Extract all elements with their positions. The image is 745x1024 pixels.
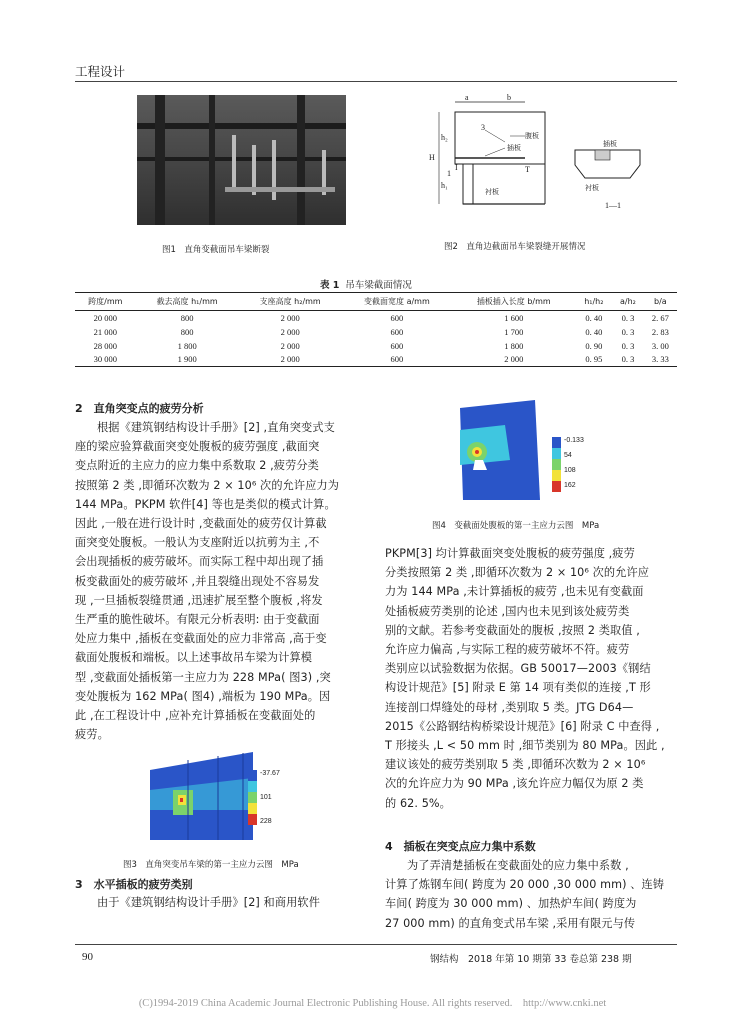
section3-body: 由于《建筑钢结构设计手册》[2] 和商用软件 xyxy=(97,896,320,909)
table-row: 21 000 800 2 000 600 1 700 0. 40 0. 3 2. 83 xyxy=(93,326,669,337)
fig2-label-I: I xyxy=(455,163,458,172)
fig2-section-label: 1—1 xyxy=(605,201,621,210)
fig2-label-h1: h₁ xyxy=(441,181,448,190)
section4-heading: 4 插板在突变点应力集中系数 xyxy=(385,840,536,853)
section2-heading: 2 直角突变点的疲劳分析 xyxy=(75,402,204,415)
legend-label: 54 xyxy=(564,452,572,459)
fig2-label-T: T xyxy=(525,165,530,174)
figure1-caption: 图1 直角变截面吊车梁断裂 xyxy=(162,245,270,255)
figure4-caption: 图4 变截面处腹板的第一主应力云图 MPa xyxy=(432,521,600,531)
fig2-label-h2: h₂ xyxy=(441,133,448,142)
figure2-diagram xyxy=(425,90,665,225)
table-header: 支座高度 h₂/mm xyxy=(239,293,342,311)
figure3-caption: 图3 直角突变吊车梁的第一主应力云图 MPa xyxy=(123,860,299,870)
fig2-label-b: b xyxy=(507,93,511,102)
figure4-legend xyxy=(552,437,612,497)
journal-info: 钢结构 2018 年第 10 期第 33 卷总第 238 期 xyxy=(430,954,632,965)
running-header: 工程设计 xyxy=(75,64,126,79)
fig2-label-3: 3 xyxy=(481,123,485,132)
figure1-photo xyxy=(137,95,346,225)
legend-label: -37.67 xyxy=(260,770,280,777)
table-header: 插板插入长度 b/mm xyxy=(452,293,575,311)
header-rule xyxy=(75,81,677,82)
table1 xyxy=(75,292,677,367)
table-row: 20 000 800 2 000 600 1 600 0. 40 0. 3 2. 67 xyxy=(93,312,669,323)
figure2-caption: 图2 直角边截面吊车梁裂缝开展情况 xyxy=(444,242,586,252)
figure3-legend xyxy=(248,770,308,840)
fig2-label-fuban: 腹板 xyxy=(525,132,539,140)
table-header: 截去高度 h₁/mm xyxy=(136,293,239,311)
page-number: 90 xyxy=(82,951,93,963)
legend-label: 108 xyxy=(564,467,576,474)
footer-rule xyxy=(75,944,677,945)
fig2-label-chaban: 插板 xyxy=(507,144,521,152)
right-column-body: PKPM[3] 均计算截面突变处腹板的疲劳强度 ,疲劳 分类按照第 2 类 ,即循环次数为 2 × 10⁶ 次的允许应 力为 144 MPa ,未计算插板的疲劳 ,也未见有变截面 处插板疲劳类别的论述 ,国内也未见到该处疲劳类 别的文献。若参考变截面处的腹板 ,按照 2 类取值 , 允许应力偏高 ,与实际工程的疲劳破坏不符。疲劳 类别应以试验数据为依据。GB 50017—2003《钢结 构设计规范》[5] 附录 E 第 14 项有类似的连接 ,T 形 连接剖口焊缝处的母材 ,类别取 5 类。JTG D64— 2015《公路钢结构桥梁设计规范》[6] 附录 C 中查得 , T 形接头 ,L < 50 mm 时 ,细节类别为 80 MPa。因此 , 建议该处的疲劳类别取 5 类 ,即循环次数为 2 × 10⁶ 次的允许应力为 90 MPa ,该允许应力幅仅为原 2 类 的 62. 5%。 xyxy=(385,547,665,810)
section4-body: 为了弄清楚插板在变截面处的应力集中系数 , 计算了炼钢车间( 跨度为 20 000 ,30 000 mm) 、连铸 车间( 跨度为 30 000 mm) 、加热炉车间( 跨度为 27 000 mm) 的直角变式吊车梁 ,采用有限元与传 xyxy=(385,859,665,930)
table-header: b/a xyxy=(644,293,677,311)
watermark: (C)1994-2019 China Academic Journal Electronic Publishing House. All rights reserved. http://www.cnki.net xyxy=(138,998,607,1009)
legend-label: 228 xyxy=(260,818,272,825)
table-row: 28 000 1 800 2 000 600 1 800 0. 90 0. 3 3. 00 xyxy=(93,340,669,351)
table-header: h₁/h₂ xyxy=(575,293,612,311)
table-header: a/h₂ xyxy=(612,293,643,311)
fig2-label-chenban: 衬板 xyxy=(485,188,499,196)
fig2-label-1: 1 xyxy=(447,169,451,178)
table1-title: 表 1 吊车梁截面情况 xyxy=(320,280,412,291)
fig2-label-a: a xyxy=(465,93,469,102)
legend-label: -0.133 xyxy=(564,437,584,444)
section3-heading: 3 水平插板的疲劳类别 xyxy=(75,878,193,891)
table-header: 变截面宽度 a/mm xyxy=(342,293,452,311)
fig2-label-chaban2: 插板 xyxy=(603,140,617,148)
fig2-label-chenban2: 衬板 xyxy=(585,184,599,192)
section2-body: 根据《建筑钢结构设计手册》[2] ,直角突变式支 座的梁应验算截面突变处腹板的疲劳强度 ,截面突 变点附近的主应力的应力集中系数取 2 ,疲劳分类 按照第 2 类 ,即循环次数为 2 × 10⁶ 次的允许应力为 144 MPa。PKPM 软件[4] 等也是类似的模式计算。 因此 ,一般在进行设计时 ,变截面处的疲劳仅计算截 面突变处腹板。一般认为支座附近以抗剪为主 ,不 会出现插板的疲劳破坏。而实际工程中却出现了插 板变截面处的疲劳破坏 ,并且裂缝出现处不容易发 现 ,一旦插板裂缝贯通 ,迅速扩展至整个腹板 ,将发 生严重的脆性破坏。有限元分析表明: 由于变截面 处应力集中 ,插板在变截面处的应力非常高 ,高于变 截面处腹板和端板。以上述事故吊车梁为计算模 型 ,变截面处插板第一主应力为 228 MPa( 图3) ,突 变处腹板为 162 MPa( 图4) ,端板为 190 MPa。因 此 ,在工程设计中 ,应补充计算插板在变截面处的 疲劳。 xyxy=(75,421,340,742)
table-header: 跨度/mm xyxy=(75,293,136,311)
legend-label: 101 xyxy=(260,794,272,801)
figure4-fea-plot xyxy=(455,400,545,505)
fig2-label-H: H xyxy=(429,153,435,162)
legend-label: 162 xyxy=(564,482,576,489)
table-row: 30 000 1 900 2 000 600 2 000 0. 95 0. 3 3. 33 xyxy=(75,353,677,367)
